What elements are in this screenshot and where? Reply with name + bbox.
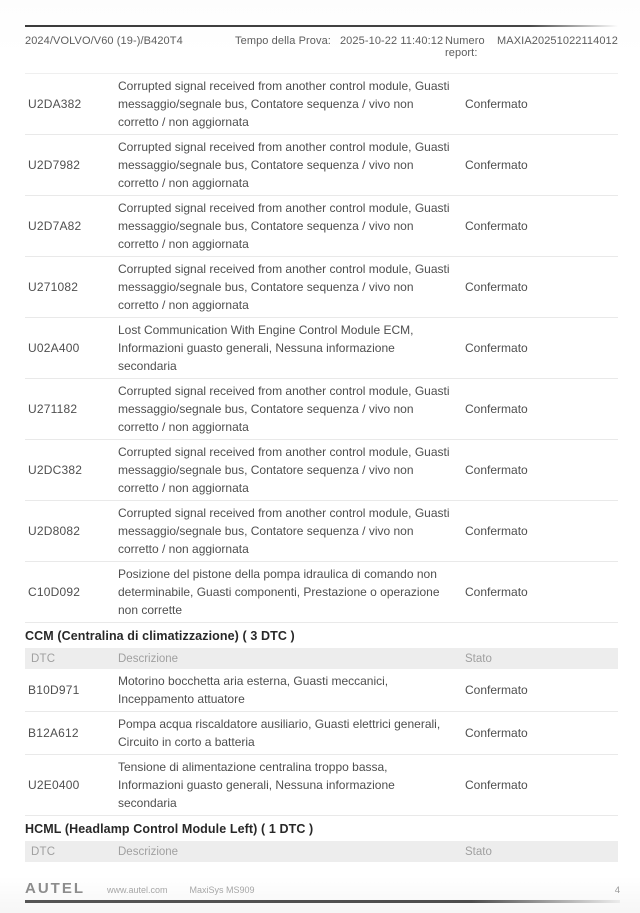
table-row [25, 562, 618, 623]
dtc-status: Confermato [465, 158, 528, 172]
section-title-ccm: CCM (Centralina di climatizzazione) ( 3 DTC ) [25, 629, 295, 643]
dtc-status: Confermato [465, 97, 528, 111]
table-row [25, 135, 618, 196]
dtc-description: Posizione del pistone della pompa idraulica di comando non determinabile, Guasti componenti, Prestazione o operazione non corrette [118, 567, 440, 617]
dtc-description: Tensione di alimentazione centralina troppo bassa, Informazioni guasto generali, Nessuna informazione secondaria [118, 760, 395, 810]
column-header-dtc: DTC [31, 652, 56, 665]
test-time-label: Tempo della Prova: [235, 35, 331, 47]
table-column-header [25, 648, 618, 669]
dtc-code: B12A612 [28, 726, 79, 740]
footer-device-name: MaxiSys MS909 [189, 885, 255, 895]
dtc-description: Corrupted signal received from another control module, Guasti messaggio/segnale bus, Contatore sequenza / vivo non corretto / non aggiornata [118, 506, 450, 556]
dtc-code: U2DC382 [28, 463, 83, 477]
dtc-status: Confermato [465, 219, 528, 233]
dtc-code: U271182 [28, 402, 78, 416]
dtc-status: Confermato [465, 524, 528, 538]
test-time [235, 35, 445, 47]
dtc-status: Confermato [465, 778, 528, 792]
dtc-code: U271082 [28, 280, 79, 294]
column-header-description: Descrizione [118, 845, 179, 858]
table-row [25, 440, 618, 501]
dtc-status: Confermato [465, 585, 528, 599]
dtc-description: Pompa acqua riscaldatore ausiliario, Guasti elettrici generali, Circuito in corto a batteria [118, 717, 441, 749]
dtc-status: Confermato [465, 463, 528, 477]
autel-logo: AUTEL [25, 880, 85, 897]
dtc-code: U2D7982 [28, 158, 81, 172]
dtc-description: Motorino bocchetta aria esterna, Guasti meccanici, Inceppamento attuatore [118, 674, 389, 706]
header-top-divider [25, 25, 618, 27]
table-row [25, 755, 618, 816]
dtc-code: B10D971 [28, 683, 80, 697]
report-number-label: Numero report: [445, 35, 485, 59]
dtc-code: U2D7A82 [28, 219, 82, 233]
report-footer [25, 880, 620, 903]
footer-divider [25, 900, 620, 903]
column-header-status: Stato [465, 652, 492, 665]
column-header-description: Descrizione [118, 652, 179, 665]
table-row [25, 196, 618, 257]
section-title-hcml: HCML (Headlamp Control Module Left) ( 1 DTC ) [25, 822, 314, 836]
table-row [25, 74, 618, 135]
dtc-status: Confermato [465, 280, 528, 294]
dtc-table-main [25, 73, 618, 623]
dtc-description: Corrupted signal received from another control module, Guasti messaggio/segnale bus, Contatore sequenza / vivo non corretto / non aggiornata [118, 262, 450, 312]
vehicle-info: 2024/VOLVO/V60 (19-)/B420T4 [25, 35, 183, 47]
report-number-value: MAXIA20251022114012 [497, 35, 618, 47]
section-ccm [25, 629, 618, 816]
dtc-description: Corrupted signal received from another control module, Guasti messaggio/segnale bus, Contatore sequenza / vivo non corretto / non aggiornata [118, 201, 450, 251]
table-row [25, 257, 618, 318]
dtc-description: Lost Communication With Engine Control Module ECM, Informazioni guasto generali, Nessuna informazione secondaria [118, 323, 414, 373]
column-header-status: Stato [465, 845, 492, 858]
page-number: 4 [614, 885, 620, 896]
dtc-description: Corrupted signal received from another control module, Guasti messaggio/segnale bus, Contatore sequenza / vivo non corretto / non aggiornata [118, 79, 450, 129]
dtc-status: Confermato [465, 683, 528, 697]
dtc-code: U2E0400 [28, 778, 80, 792]
dtc-status: Confermato [465, 402, 528, 416]
dtc-description: Corrupted signal received from another control module, Guasti messaggio/segnale bus, Contatore sequenza / vivo non corretto / non aggiornata [118, 445, 450, 495]
dtc-description: Corrupted signal received from another control module, Guasti messaggio/segnale bus, Contatore sequenza / vivo non corretto / non aggiornata [118, 140, 450, 190]
table-column-header [25, 841, 618, 862]
footer-website: www.autel.com [107, 885, 168, 895]
dtc-description: Corrupted signal received from another control module, Guasti messaggio/segnale bus, Contatore sequenza / vivo non corretto / non aggiornata [118, 384, 450, 434]
dtc-code: U2DA382 [28, 97, 82, 111]
report-number [445, 35, 618, 59]
table-row [25, 712, 618, 755]
dtc-table-ccm [25, 669, 618, 816]
table-row [25, 379, 618, 440]
column-header-dtc: DTC [31, 845, 56, 858]
dtc-status: Confermato [465, 726, 528, 740]
section-hcml [25, 822, 618, 862]
report-header [25, 35, 618, 59]
footer-row [25, 880, 620, 897]
dtc-code: C10D092 [28, 585, 81, 599]
table-row [25, 669, 618, 712]
dtc-status: Confermato [465, 341, 528, 355]
dtc-code: U2D8082 [28, 524, 81, 538]
table-row [25, 501, 618, 562]
dtc-code: U02A400 [28, 341, 80, 355]
test-time-value: 2025-10-22 11:40:12 [339, 35, 444, 47]
table-row [25, 318, 618, 379]
